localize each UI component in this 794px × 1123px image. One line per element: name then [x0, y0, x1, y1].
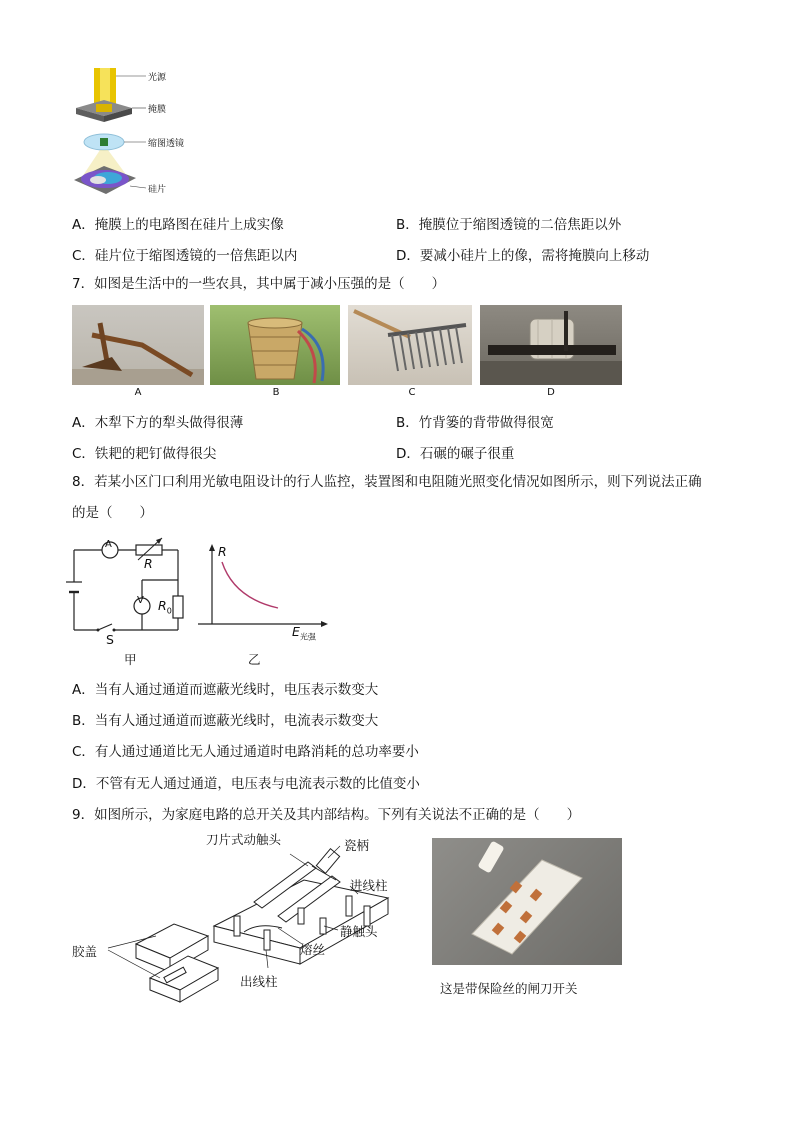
- label-inlet-post: 进线柱: [350, 878, 388, 893]
- label-light-source: 光源: [148, 73, 167, 83]
- resistor-label: R: [144, 556, 153, 571]
- q8-option-b[interactable]: B．当有人通过通道而遮蔽光线时，电流表示数变大: [72, 713, 379, 729]
- knife-switch-photo-caption: 这是带保险丝的闸刀开关: [440, 981, 578, 996]
- label-lens: 缩图透镜: [148, 139, 185, 149]
- graph-x-label: $E_{光强}$: [292, 624, 316, 642]
- q6-option-c[interactable]: C．硅片位于缩图透镜的一倍焦距以内: [72, 248, 298, 264]
- q6-option-a[interactable]: A．掩膜上的电路图在硅片上成实像: [72, 217, 284, 233]
- label-wafer: 硅片: [148, 185, 167, 195]
- circuit-wires: [66, 536, 196, 646]
- fixed-resistor-label: $R_0$: [158, 598, 172, 616]
- q8-stem-line2: 的是（ ）: [72, 505, 153, 521]
- q6-options-row-2: [72, 244, 732, 262]
- q7-stem: 7．如图是生活中的一些农具，其中属于减小压强的是（ ）: [72, 276, 446, 292]
- q6-options-row-1: [72, 213, 732, 231]
- q7-option-c[interactable]: C．铁耙的耙钉做得很尖: [72, 446, 217, 462]
- circuit-diagram: [66, 536, 196, 666]
- label-blade-contact: 刀片式动触头: [206, 832, 282, 847]
- photo-knife-switch: [432, 838, 622, 965]
- photo-plow: [72, 305, 204, 385]
- q6-option-b[interactable]: B．掩膜位于缩图透镜的二倍焦距以外: [396, 217, 622, 233]
- resistance-curve: [222, 562, 278, 608]
- q9-stem: 9．如图所示，为家庭电路的总开关及其内部结构。下列有关说法不正确的是（ ）: [72, 807, 581, 823]
- photo-rake: [348, 305, 472, 385]
- photo-label-b: B: [272, 387, 280, 398]
- resistance-graph: [198, 544, 332, 666]
- label-fuse: 熔丝: [300, 942, 326, 957]
- q8-stem-line1: 8．若某小区门口利用光敏电阻设计的行人监控，装置图和电阻随光照变化情况如图所示，则下列说法正确: [72, 474, 702, 490]
- q8-option-d[interactable]: D．不管有无人通过通道，电压表与电流表示数的比值变小: [72, 776, 420, 792]
- switch-label: S: [106, 632, 114, 647]
- q7-options-row-1: [72, 411, 732, 429]
- label-porcelain-handle: 瓷柄: [344, 838, 370, 853]
- q7-option-a[interactable]: A．木犁下方的犁头做得很薄: [72, 415, 244, 431]
- label-static-contact: 静触头: [340, 924, 378, 939]
- photo-label-d: D: [547, 387, 555, 398]
- photo-label-a: A: [134, 387, 142, 398]
- knife-switch-diagram: [68, 832, 408, 1012]
- lithography-figure: [70, 62, 190, 197]
- circuit-caption: 甲: [124, 652, 137, 667]
- ammeter-label: A: [105, 539, 112, 550]
- graph-y-label: R: [218, 544, 227, 559]
- q8-option-c[interactable]: C．有人通过通道比无人通过通道时电路消耗的总功率要小: [72, 744, 419, 760]
- lithography-illustration: [70, 62, 190, 197]
- graph-caption: 乙: [248, 652, 261, 667]
- label-outlet-post: 出线柱: [240, 974, 278, 989]
- label-mask: 掩膜: [148, 105, 167, 115]
- photo-label-c: C: [408, 387, 416, 398]
- label-rubber-cover: 胶盖: [72, 944, 98, 959]
- photo-stone-roller: [480, 305, 622, 385]
- q7-option-d[interactable]: D．石碾的碾子很重: [396, 446, 515, 462]
- photo-basket: [210, 305, 340, 385]
- q7-option-b[interactable]: B．竹背篓的背带做得很宽: [396, 415, 554, 431]
- q6-option-d[interactable]: D．要减小硅片上的像，需将掩膜向上移动: [396, 248, 650, 264]
- voltmeter-label: V: [137, 595, 144, 606]
- q8-option-a[interactable]: A．当有人通过通道而遮蔽光线时，电压表示数变大: [72, 682, 379, 698]
- q7-options-row-2: [72, 442, 732, 460]
